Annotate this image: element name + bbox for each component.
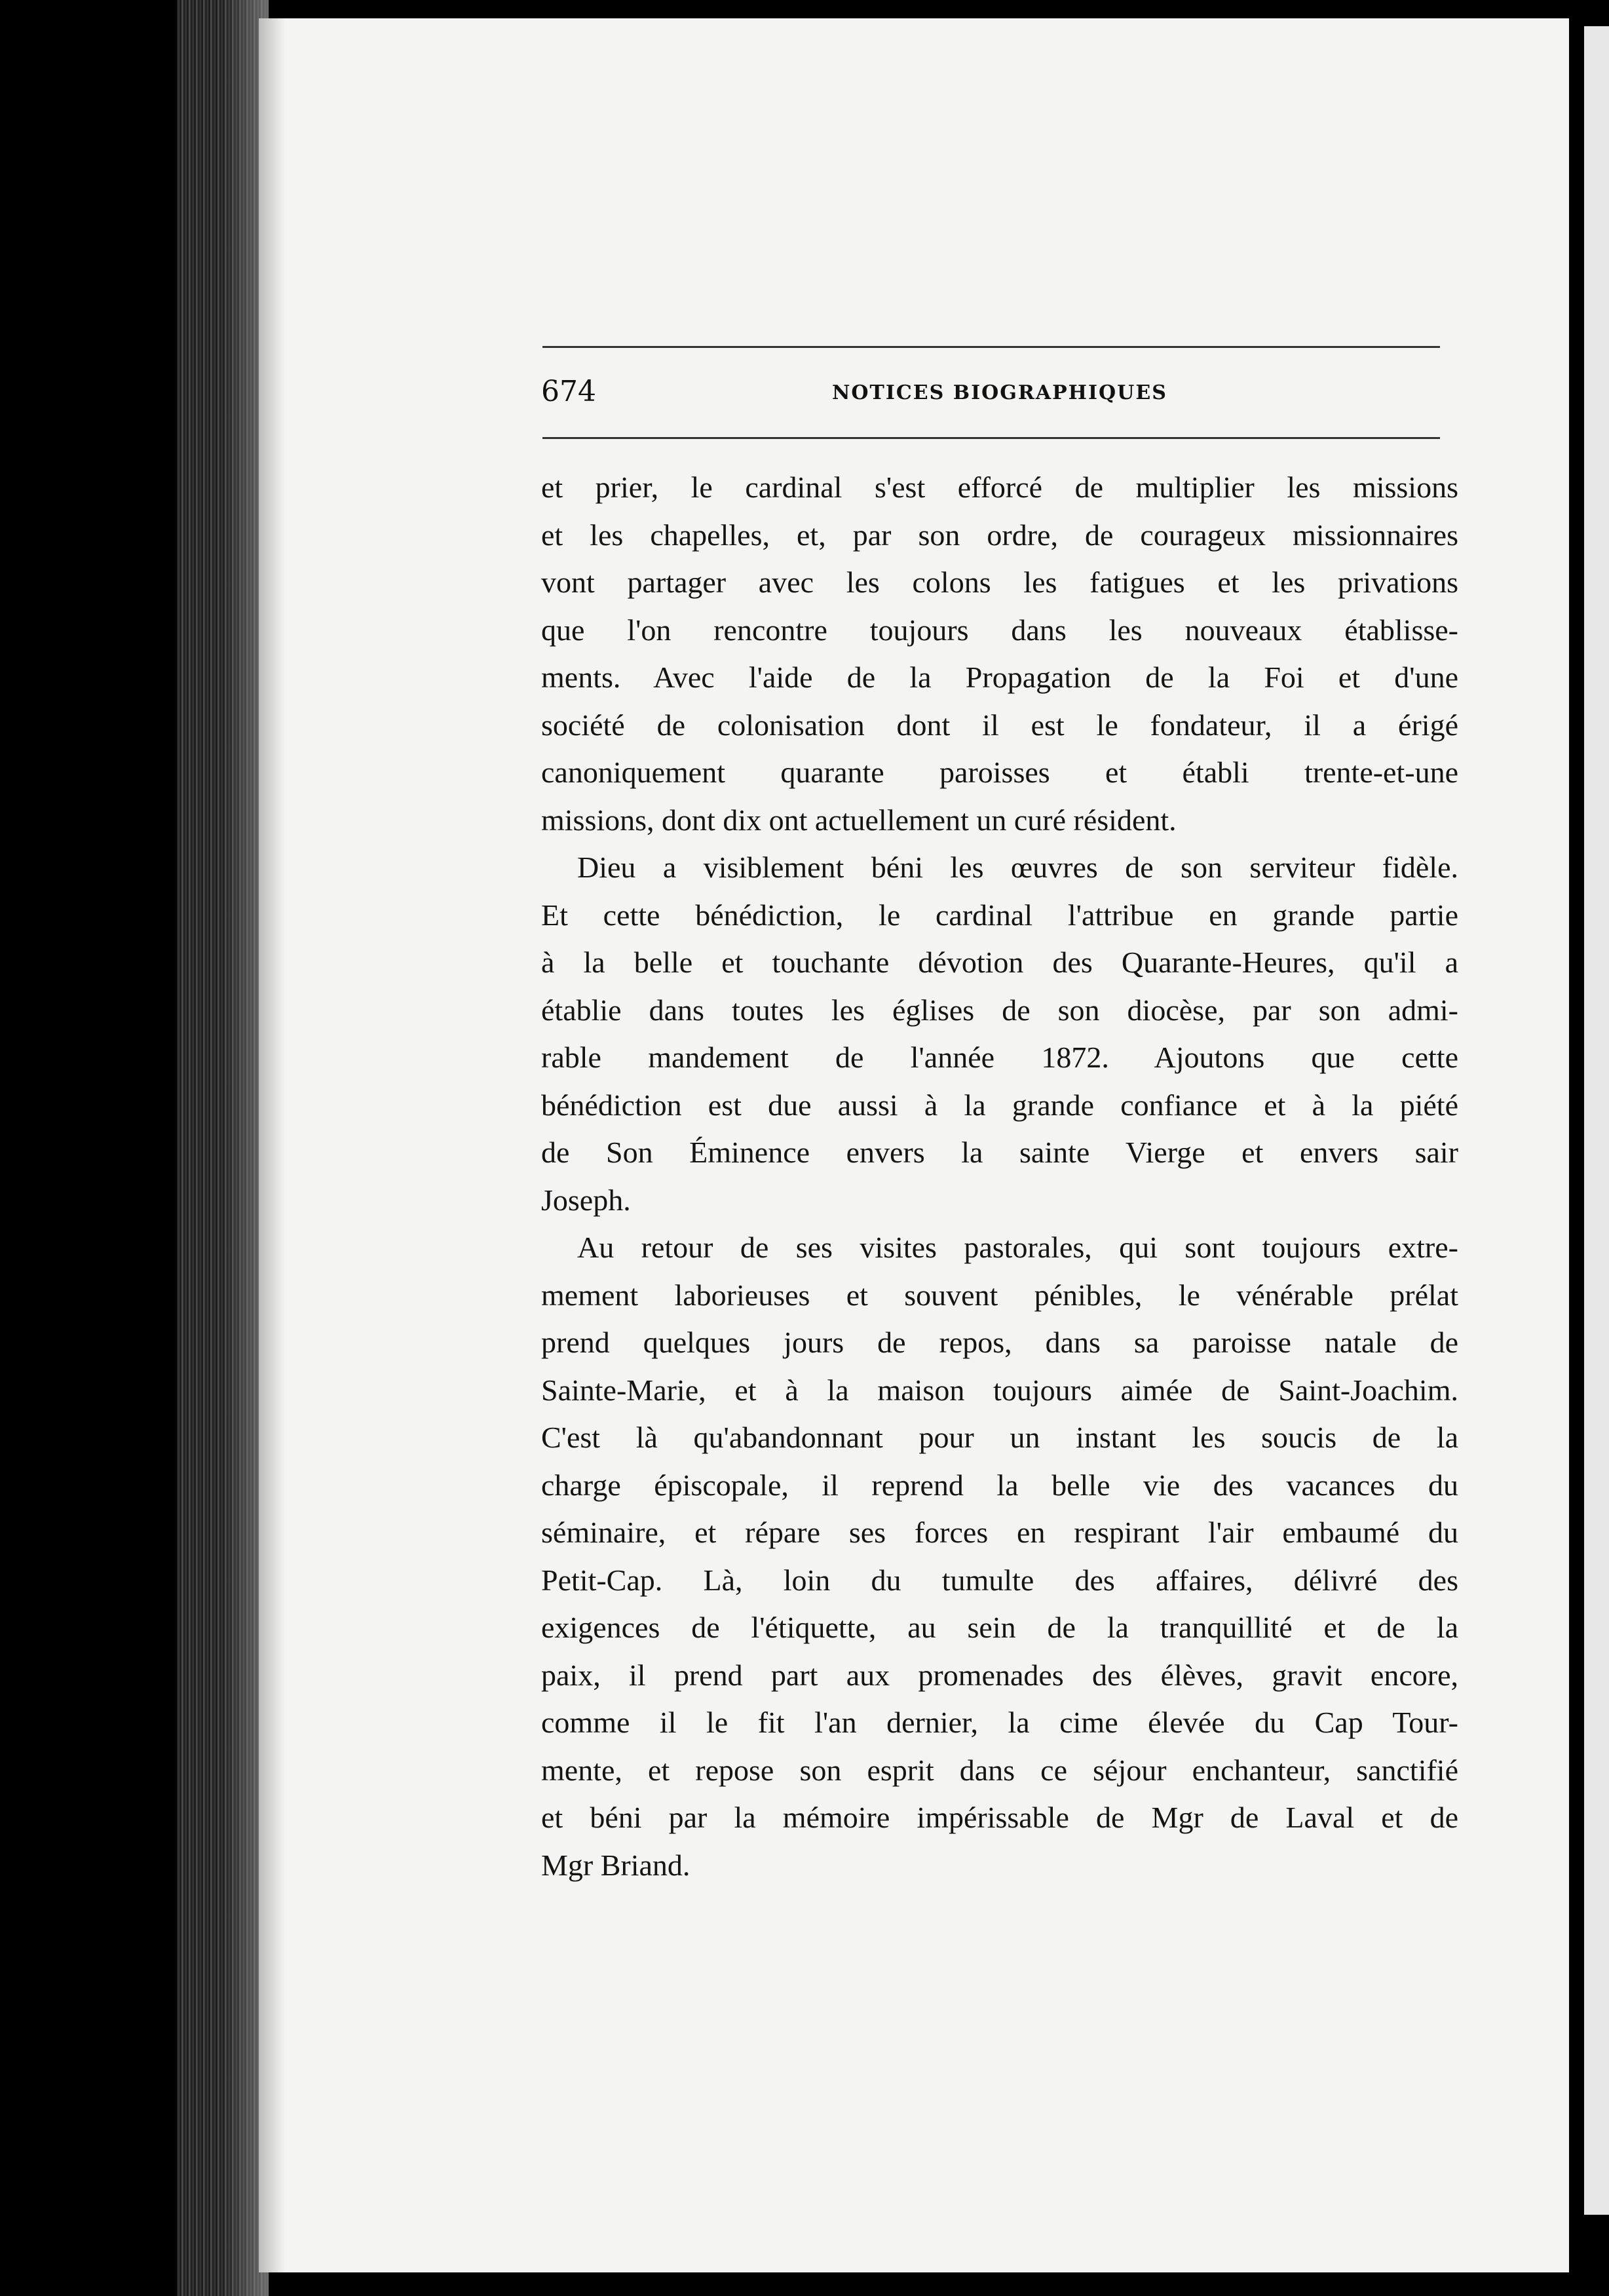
text-line: paix, il prend part aux promenades des élèves, gravit encore,: [541, 1658, 1458, 1692]
text-line: exigences de l'étiquette, au sein de la tranquillité et de la: [541, 1611, 1458, 1644]
text-line: Petit-Cap. Là, loin du tumulte des affaires, délivré des: [541, 1563, 1458, 1597]
text-line: séminaire, et répare ses forces en respirant l'air embaumé du: [541, 1516, 1458, 1549]
text-line: Au retour de ses visites pastorales, qui sont toujours extre-: [577, 1231, 1458, 1264]
text-line: ments. Avec l'aide de la Propagation de la Foi et d'une: [541, 660, 1458, 694]
text-line: Joseph.: [541, 1183, 631, 1217]
page-binding-shadow: [259, 18, 285, 2272]
text-line: Sainte-Marie, et à la maison toujours aimée de Saint-Joachim.: [541, 1373, 1458, 1407]
text-line: canoniquement quarante paroisses et établi trente-et-une: [541, 756, 1458, 789]
text-line: Et cette bénédiction, le cardinal l'attribue en grande partie: [541, 898, 1458, 932]
text-line: de Son Éminence envers la sainte Vierge et envers sair: [541, 1136, 1458, 1169]
text-line: Dieu a visiblement béni les œuvres de son serviteur fidèle.: [577, 851, 1458, 884]
facing-page-edge: [1584, 26, 1609, 2215]
text-line: comme il le fit l'an dernier, la cime élevée du Cap Tour-: [541, 1706, 1458, 1739]
text-line: rable mandement de l'année 1872. Ajoutons que cette: [541, 1041, 1458, 1074]
text-line: missions, dont dix ont actuellement un curé résident.: [541, 803, 1177, 837]
text-line: que l'on rencontre toujours dans les nouveaux établisse-: [541, 613, 1458, 647]
text-line: C'est là qu'abandonnant pour un instant les soucis de la: [541, 1421, 1458, 1454]
text-line: charge épiscopale, il reprend la belle vie des vacances du: [541, 1468, 1458, 1502]
running-head: NOTICES BIOGRAPHIQUES: [832, 381, 1167, 404]
text-line: et les chapelles, et, par son ordre, de courageux missionnaires: [541, 518, 1458, 552]
body-text: [541, 464, 1458, 1889]
text-line: et prier, le cardinal s'est efforcé de multiplier les missions: [541, 470, 1458, 504]
header-rule-bottom: [542, 437, 1440, 439]
page-number: 674: [541, 375, 596, 408]
text-line: mement laborieuses et souvent pénibles, le vénérable prélat: [541, 1278, 1458, 1312]
text-line: mente, et repose son esprit dans ce séjour enchanteur, sanctifié: [541, 1753, 1458, 1787]
text-line: établie dans toutes les églises de son diocèse, par son admi-: [541, 993, 1458, 1027]
text-line: à la belle et touchante dévotion des Quarante-Heures, qu'il a: [541, 946, 1458, 979]
header-rule-top: [542, 346, 1440, 348]
text-line: Mgr Briand.: [541, 1848, 691, 1882]
text-line: bénédiction est due aussi à la grande confiance et à la piété: [541, 1088, 1458, 1122]
text-line: et béni par la mémoire impérissable de Mgr de Laval et de: [541, 1801, 1458, 1834]
text-line: société de colonisation dont il est le fondateur, il a érigé: [541, 708, 1458, 742]
text-line: vont partager avec les colons les fatigues et les privations: [541, 565, 1458, 599]
text-line: prend quelques jours de repos, dans sa paroisse natale de: [541, 1326, 1458, 1359]
